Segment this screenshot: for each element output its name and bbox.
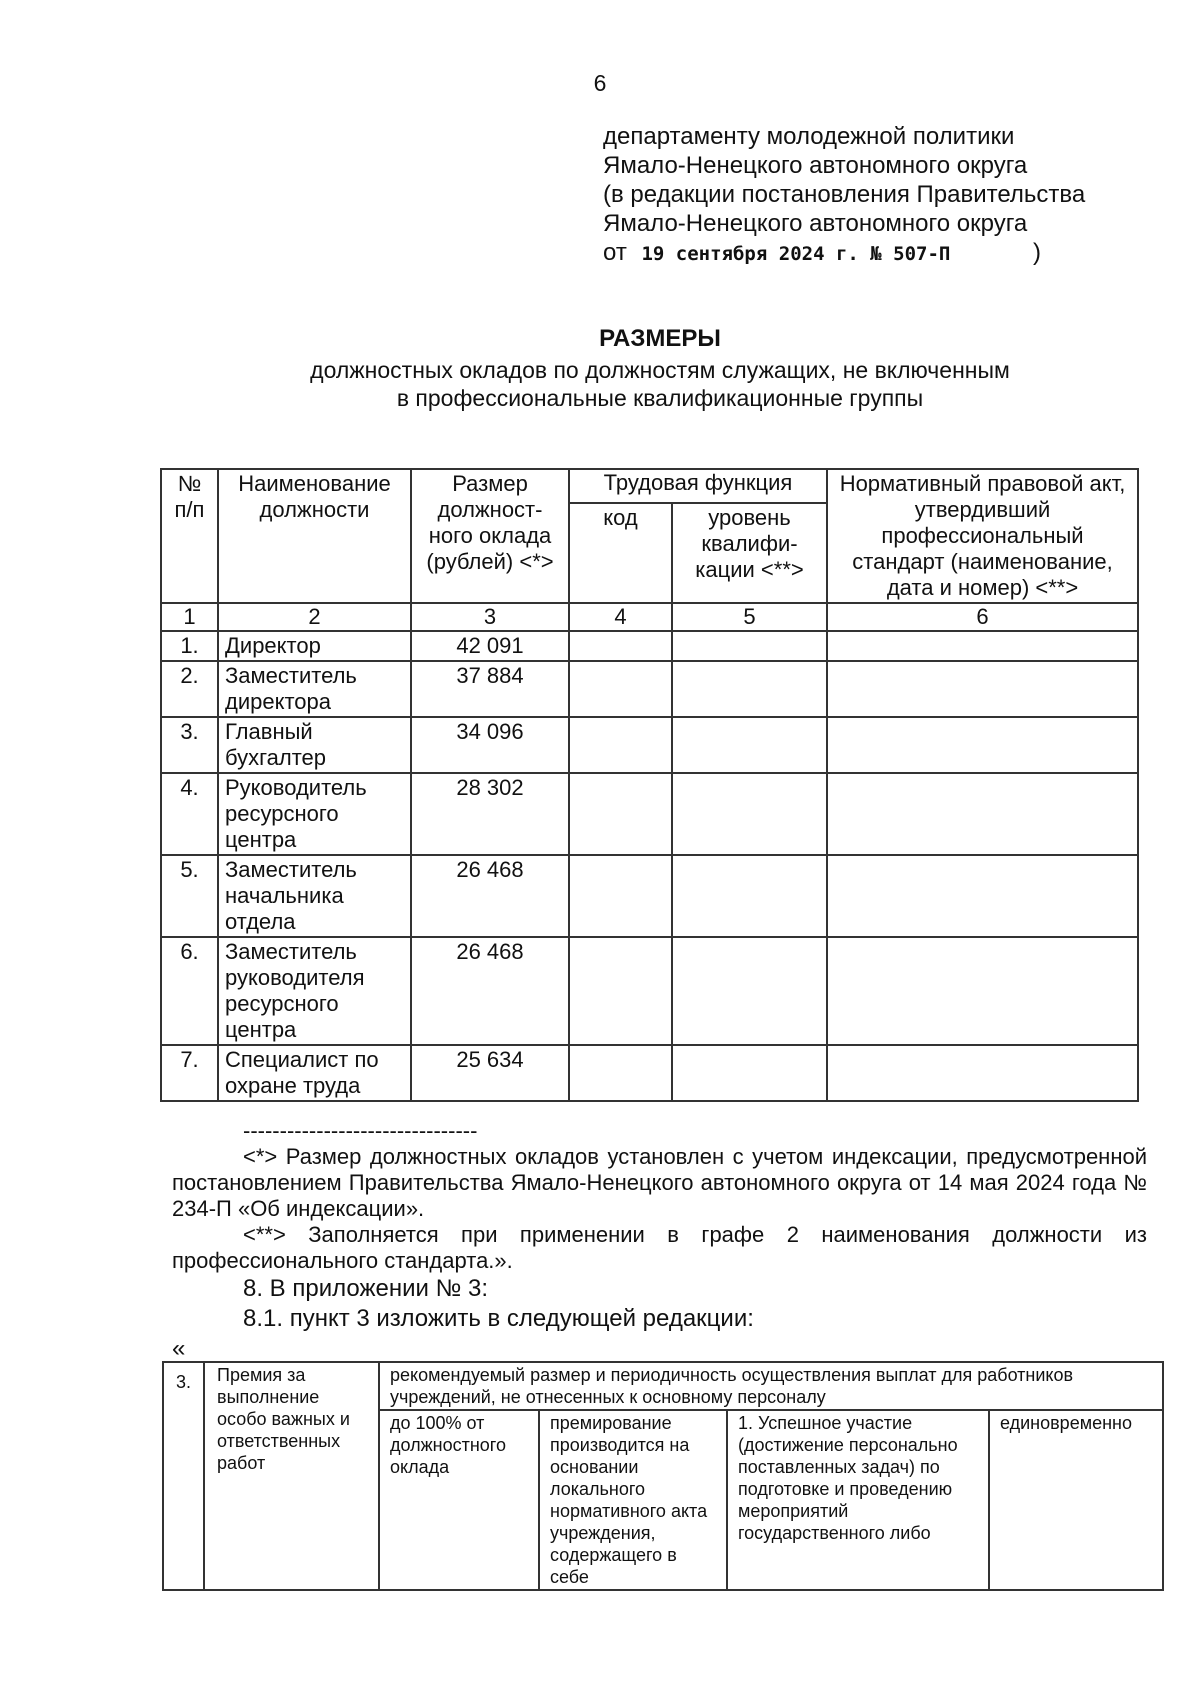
document-title: РАЗМЕРЫ	[599, 325, 721, 352]
row-salary: 42 091	[411, 631, 569, 661]
col-header-num: № п/п	[161, 469, 218, 603]
row-code	[569, 717, 672, 773]
row-act	[827, 631, 1138, 661]
bonus-num: 3.	[163, 1362, 204, 1590]
row-act	[827, 1045, 1138, 1101]
col-header-level: уровень квалифи-кации <**>	[672, 503, 827, 603]
table-row	[161, 1045, 1138, 1101]
row-level	[672, 1045, 827, 1101]
table-row	[161, 631, 1138, 661]
subtitle-line: должностных окладов по должностям служащих, не включенным	[310, 357, 1010, 383]
row-num: 2.	[161, 661, 218, 717]
row-num: 5.	[161, 855, 218, 937]
row-code	[569, 855, 672, 937]
table-row	[161, 661, 1138, 717]
bonus-table	[162, 1361, 1164, 1591]
column-index-row	[161, 603, 1138, 631]
row-salary: 26 468	[411, 855, 569, 937]
row-level	[672, 661, 827, 717]
row-position: Руководитель ресурсного центра	[218, 773, 411, 855]
header-line: Ямало-Ненецкого автономного округа	[603, 210, 1028, 237]
row-act	[827, 855, 1138, 937]
row-num: 6.	[161, 937, 218, 1045]
footnote-1: <*> Размер должностных окладов установлен с учетом индексации, предусмотренной постановлением Правительства Ямало-Ненецкого автономного округа от 14 мая 2024 года № 234-П «Об индексации».	[172, 1144, 1147, 1221]
bonus-condition: 1. Успешное участие (достижение персонально поставленных задач) по подготовке и проведению мероприятий государственного либо	[727, 1410, 989, 1590]
row-code	[569, 773, 672, 855]
column-index: 4	[569, 603, 672, 631]
bonus-name: Премия за выполнение особо важных и ответственных работ	[204, 1362, 379, 1590]
row-num: 4.	[161, 773, 218, 855]
row-code	[569, 631, 672, 661]
row-act	[827, 717, 1138, 773]
column-index: 3	[411, 603, 569, 631]
footnotes	[172, 1118, 1147, 1364]
subtitle-line: в профессиональные квалификационные группы	[396, 385, 924, 411]
bonus-periodicity: единовременно	[989, 1410, 1163, 1590]
document-subtitle	[0, 356, 1200, 412]
row-act	[827, 661, 1138, 717]
row-level	[672, 717, 827, 773]
date-fill: 19 сентября 2024 г. № 507-П	[641, 243, 951, 265]
row-salary: 34 096	[411, 717, 569, 773]
col-header-salary: Размер должност-ного оклада (рублей) <*>	[411, 469, 569, 603]
column-index: 1	[161, 603, 218, 631]
table-row	[161, 937, 1138, 1045]
bonus-header: рекомендуемый размер и периодичность осуществления выплат для работников учреждений, не отнесенных к основному персоналу	[379, 1362, 1163, 1410]
row-level	[672, 937, 827, 1045]
col-header-act: Нормативный правовой акт, утвердивший профессиональный стандарт (наименование, дата и номер) <**>	[827, 469, 1138, 603]
row-salary: 25 634	[411, 1045, 569, 1101]
bonus-size: до 100% от должностного оклада	[379, 1410, 539, 1590]
col-header-name: Наименование должности	[218, 469, 411, 603]
row-code	[569, 1045, 672, 1101]
row-position: Главный бухгалтер	[218, 717, 411, 773]
row-code	[569, 937, 672, 1045]
row-num: 7.	[161, 1045, 218, 1101]
quote-open: «	[172, 1335, 186, 1362]
table-header-row	[161, 469, 1138, 503]
row-act	[827, 937, 1138, 1045]
point-8-1: 8.1. пункт 3 изложить в следующей редакции:	[243, 1305, 754, 1332]
row-salary: 28 302	[411, 773, 569, 855]
row-act	[827, 773, 1138, 855]
header-line: Ямало-Ненецкого автономного округа	[603, 152, 1028, 179]
header-line: департаменту молодежной политики	[603, 123, 1015, 150]
row-level	[672, 855, 827, 937]
column-index: 2	[218, 603, 411, 631]
bonus-basis: премирование производится на основании локального нормативного акта учреждения, содержащего в себе	[539, 1410, 727, 1590]
point-8: 8. В приложении № 3:	[243, 1275, 489, 1302]
col-header-labor-function: Трудовая функция	[569, 469, 827, 503]
row-num: 3.	[161, 717, 218, 773]
header-line: (в редакции постановления Правительства	[603, 181, 1086, 208]
page-number: 6	[593, 70, 607, 96]
row-salary: 26 468	[411, 937, 569, 1045]
footnote-2: <**> Заполняется при применении в графе 2 наименования должности из профессионального стандарта.».	[172, 1222, 1147, 1273]
column-index: 6	[827, 603, 1138, 631]
header-block	[603, 122, 1085, 269]
row-code	[569, 661, 672, 717]
column-index: 5	[672, 603, 827, 631]
footnote-separator: --------------------------------	[243, 1118, 478, 1143]
date-suffix: )	[1033, 239, 1042, 266]
row-position: Директор	[218, 631, 411, 661]
salary-table	[160, 468, 1139, 1102]
header-date-line	[603, 238, 1085, 269]
bonus-header-row	[163, 1362, 1163, 1410]
table-row	[161, 717, 1138, 773]
row-num: 1.	[161, 631, 218, 661]
row-level	[672, 631, 827, 661]
row-level	[672, 773, 827, 855]
row-position: Специалист по охране труда	[218, 1045, 411, 1101]
date-prefix: от	[603, 239, 627, 266]
row-position: Заместитель руководителя ресурсного центра	[218, 937, 411, 1045]
table-row	[161, 773, 1138, 855]
col-header-code: код	[569, 503, 672, 603]
table-row	[161, 855, 1138, 937]
row-position: Заместитель директора	[218, 661, 411, 717]
row-salary: 37 884	[411, 661, 569, 717]
row-position: Заместитель начальника отдела	[218, 855, 411, 937]
